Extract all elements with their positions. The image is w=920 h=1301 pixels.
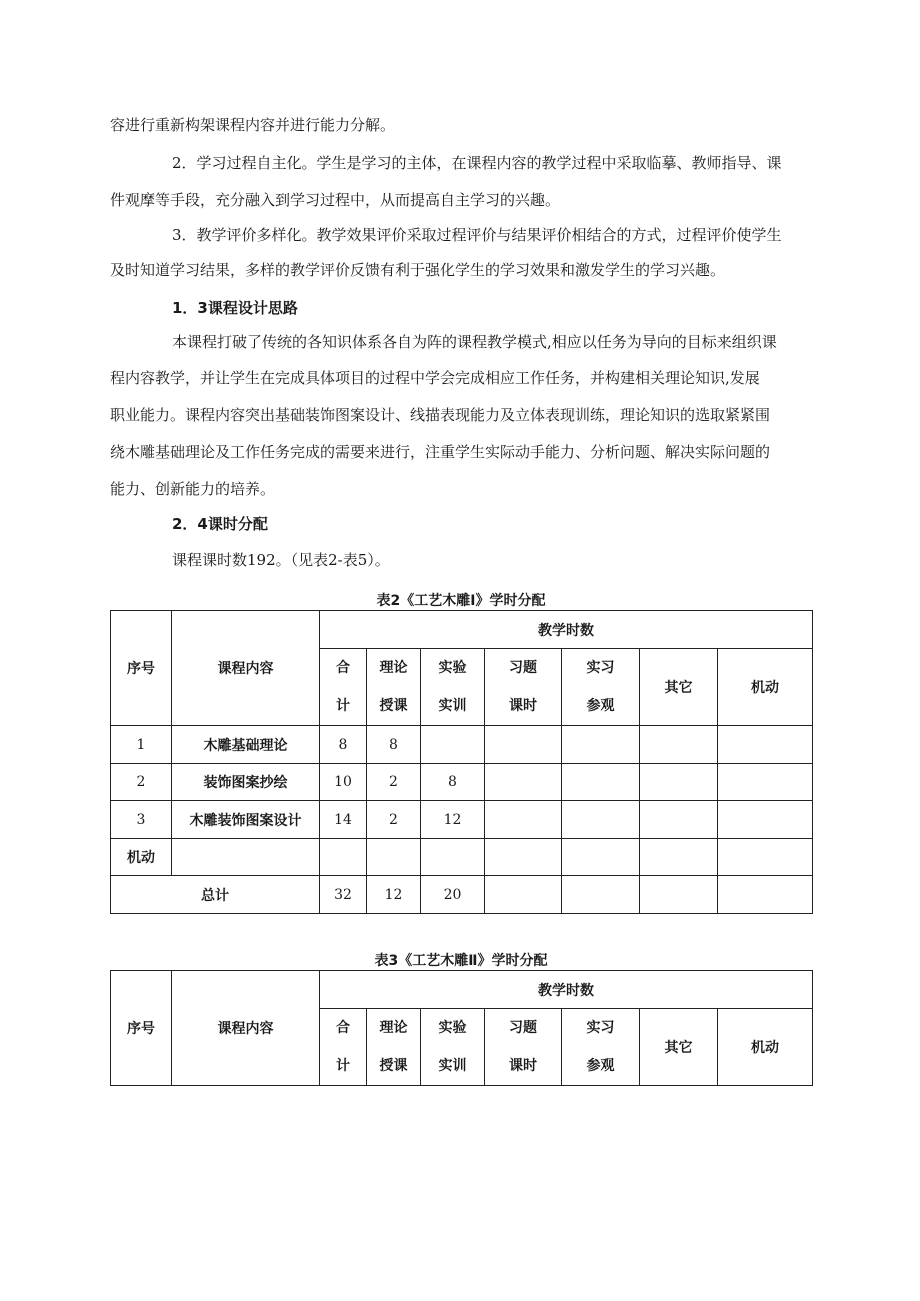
header-experiment: 实验 实训 xyxy=(421,649,485,726)
header-exercise: 习题 课时 xyxy=(485,1009,562,1086)
cell-empty xyxy=(485,726,562,764)
table-caption: 表2《工艺木雕Ⅰ》学时分配 xyxy=(376,593,546,609)
paragraph-line: 2．学习过程自主化。学生是学习的主体，在课程内容的教学过程中采取临摹、教师指导、课 xyxy=(172,154,782,172)
header-content: 课程内容 xyxy=(172,971,320,1086)
paragraph-line: 绕木雕基础理论及工作任务完成的需要来进行，注重学生实际动手能力、分析问题、解决实际问题的 xyxy=(110,443,771,461)
header-content: 课程内容 xyxy=(172,611,320,726)
paragraph-line: 能力、创新能力的培养。 xyxy=(110,480,276,498)
header-seq: 序号 xyxy=(111,611,172,726)
header-hours: 教学时数 xyxy=(320,611,813,649)
cell-empty xyxy=(485,876,562,914)
cell-empty xyxy=(718,764,813,801)
paragraph-line: 课程课时数192。（见表2-表5）。 xyxy=(172,551,390,569)
cell-empty xyxy=(640,726,718,764)
header-exercise: 习题 课时 xyxy=(485,649,562,726)
cell-seq: 3 xyxy=(111,801,172,839)
cell-empty xyxy=(485,764,562,801)
cell-theory: 2 xyxy=(367,764,421,801)
cell-content: 木雕装饰图案设计 xyxy=(172,801,320,839)
cell-total: 8 xyxy=(320,726,367,764)
cell-experiment: 12 xyxy=(421,801,485,839)
cell-sum-label: 总计 xyxy=(111,876,320,914)
paragraph-line: 程内容教学，并让学生在完成具体项目的过程中学会完成相应工作任务，并构建相关理论知识,发展 xyxy=(110,369,760,387)
cell-flex-label: 机动 xyxy=(111,839,172,876)
cell-empty xyxy=(718,801,813,839)
cell-theory: 8 xyxy=(367,726,421,764)
table-row xyxy=(111,801,813,839)
header-flex: 机动 xyxy=(718,649,813,726)
header-hours: 教学时数 xyxy=(320,971,813,1009)
cell-empty xyxy=(367,839,421,876)
cell-empty xyxy=(640,764,718,801)
cell-theory: 2 xyxy=(367,801,421,839)
cell-empty xyxy=(640,801,718,839)
cell-total: 10 xyxy=(320,764,367,801)
paragraph-line: 3．教学评价多样化。教学效果评价采取过程评价与结果评价相结合的方式，过程评价使学生 xyxy=(172,226,782,244)
cell-empty xyxy=(421,839,485,876)
hours-table-2 xyxy=(110,610,813,914)
table-row-total xyxy=(111,876,813,914)
header-seq: 序号 xyxy=(111,971,172,1086)
header-visit: 实习 参观 xyxy=(562,649,640,726)
header-theory: 理论 授课 xyxy=(367,1009,421,1086)
cell-content: 装饰图案抄绘 xyxy=(172,764,320,801)
cell-sum-total: 32 xyxy=(320,876,367,914)
header-visit: 实习 参观 xyxy=(562,1009,640,1086)
section-heading: 1．3课程设计思路 xyxy=(172,299,298,317)
paragraph-line: 容进行重新构架课程内容并进行能力分解。 xyxy=(110,116,396,134)
table-caption: 表3《工艺木雕Ⅱ》学时分配 xyxy=(374,953,548,969)
header-other: 其它 xyxy=(640,649,718,726)
cell-empty xyxy=(640,876,718,914)
header-other: 其它 xyxy=(640,1009,718,1086)
header-total: 合 计 xyxy=(320,1009,367,1086)
cell-empty xyxy=(320,839,367,876)
header-theory: 理论 授课 xyxy=(367,649,421,726)
paragraph-line: 及时知道学习结果，多样的教学评价反馈有利于强化学生的学习效果和激发学生的学习兴趣。 xyxy=(110,261,726,279)
cell-empty xyxy=(718,876,813,914)
cell-sum-theory: 12 xyxy=(367,876,421,914)
cell-empty xyxy=(640,839,718,876)
cell-empty xyxy=(562,764,640,801)
section-heading: 2．4课时分配 xyxy=(172,515,268,533)
table-row xyxy=(111,764,813,801)
cell-empty xyxy=(718,839,813,876)
paragraph-line: 本课程打破了传统的各知识体系各自为阵的课程教学模式,相应以任务为导向的目标来组织课 xyxy=(172,333,777,351)
cell-total: 14 xyxy=(320,801,367,839)
header-experiment: 实验 实训 xyxy=(421,1009,485,1086)
header-flex: 机动 xyxy=(718,1009,813,1086)
cell-empty xyxy=(172,839,320,876)
cell-sum-experiment: 20 xyxy=(421,876,485,914)
header-total: 合 计 xyxy=(320,649,367,726)
cell-empty xyxy=(562,839,640,876)
cell-empty xyxy=(562,876,640,914)
cell-content: 木雕基础理论 xyxy=(172,726,320,764)
cell-empty xyxy=(562,801,640,839)
cell-seq: 2 xyxy=(111,764,172,801)
cell-experiment: 8 xyxy=(421,764,485,801)
cell-experiment xyxy=(421,726,485,764)
paragraph-line: 职业能力。课程内容突出基础装饰图案设计、线描表现能力及立体表现训练，理论知识的选取紧紧围 xyxy=(110,406,771,424)
table-row xyxy=(111,726,813,764)
cell-empty xyxy=(562,726,640,764)
table-row xyxy=(111,839,813,876)
hours-table-3 xyxy=(110,970,813,1086)
cell-empty xyxy=(485,839,562,876)
paragraph-line: 件观摩等手段，充分融入到学习过程中，从而提高自主学习的兴趣。 xyxy=(110,191,561,209)
cell-empty xyxy=(485,801,562,839)
cell-empty xyxy=(718,726,813,764)
cell-seq: 1 xyxy=(111,726,172,764)
